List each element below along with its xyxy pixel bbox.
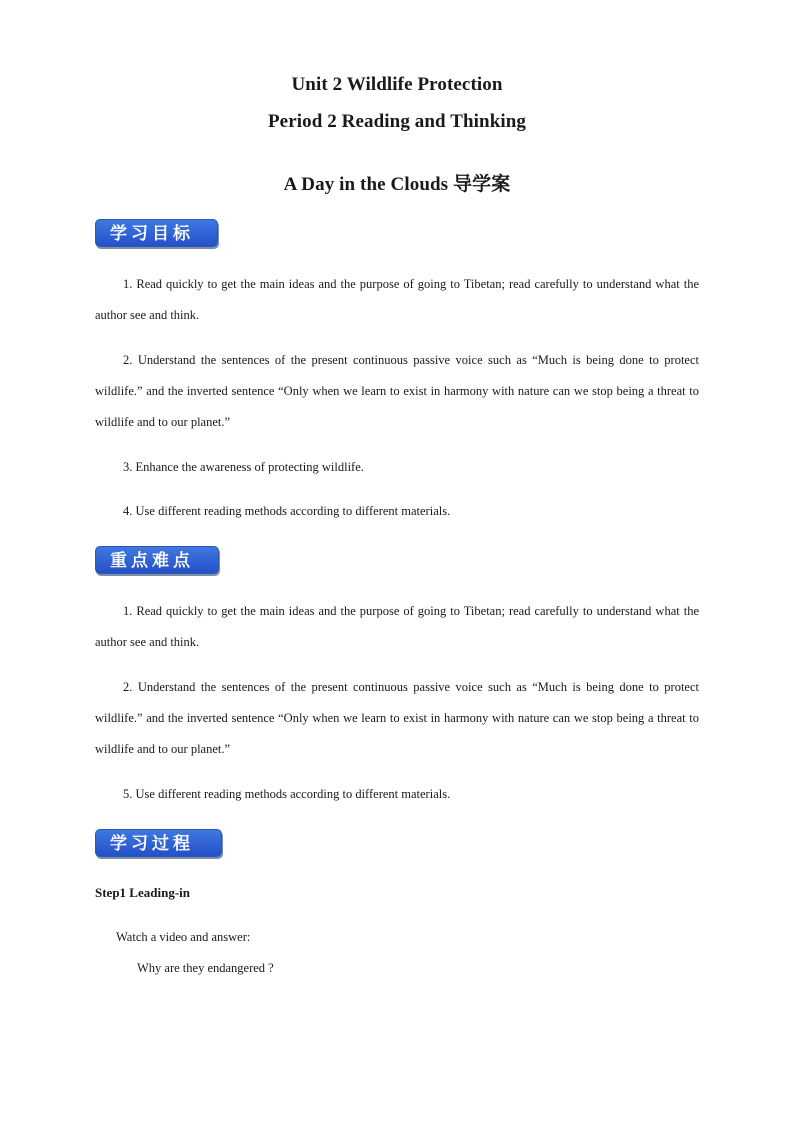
step1-question: Why are they endangered ? (137, 961, 274, 975)
step1-title: Step1 Leading-in (95, 885, 190, 900)
objectives-badge: 学习目标 (95, 219, 218, 247)
process-badge: 学习过程 (95, 829, 222, 857)
objective-item-4: 4. Use different reading methods according to different materials. (123, 504, 451, 518)
key-points-badge: 重点难点 (95, 546, 219, 574)
unit-title: Unit 2 Wildlife Protection (291, 74, 503, 95)
objective-item-2: 2. Understand the sentences of the present continuous passive voice such as “Much is being done to protect wildlife.” and the inverted sentence “Only when we learn to exist in harmony with nature can we stop being a threat to wildlife and to our planet.” (95, 353, 699, 429)
key-point-item-2: 2. Understand the sentences of the present continuous passive voice such as “Much is being done to protect wildlife.” and the inverted sentence “Only when we learn to exist in harmony with nature can we stop being a threat to wildlife and to our planet.” (95, 680, 699, 756)
period-title: Period 2 Reading and Thinking (267, 111, 527, 132)
objective-item-3: 3. Enhance the awareness of protecting wildlife. (123, 460, 364, 474)
key-point-item-1: 1. Read quickly to get the main ideas and the purpose of going to Tibetan; read carefully to understand what the author see and think. (95, 604, 699, 649)
lesson-title: A Day in the Clouds 导学案 (283, 174, 511, 195)
key-point-item-3: 5. Use different reading methods according to different materials. (123, 787, 451, 801)
step1-instruction: Watch a video and answer: (116, 930, 251, 944)
objective-item-1: 1. Read quickly to get the main ideas and the purpose of going to Tibetan; read carefully to understand what the author see and think. (95, 277, 699, 322)
